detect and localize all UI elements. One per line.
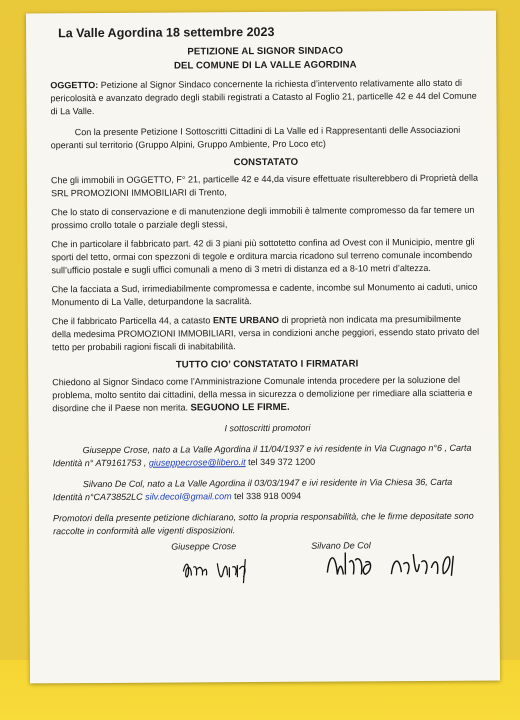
document-date: La Valle Agordina 18 settembre 2023	[58, 24, 275, 41]
constatato-paragraph-5	[52, 313, 482, 355]
promotore-2-email[interactable]: silv.decol@gmail.com	[145, 491, 232, 502]
para5-part-a: Che il fabbricato Particella 44, a catasto	[51, 315, 211, 327]
oggetto-label: OGGETTO:	[50, 80, 99, 91]
promotore-2-tel: tel 338 918 0094	[234, 490, 302, 502]
chiedono-text: Chiedono al Signor Sindaco come l’Amministrazione Comunale intenda procedere per la soluzione del problema, molto sentito dai cittadini, della messa in sicurezza o demolizione per rimediare alla sciatteria e disordine che il Paese non merita.	[52, 374, 473, 414]
constatato-paragraph-3: Che in particolare il fabbricato part. 42 di 3 piani più sottotetto confina ad Ovest con il Municipio, mentre gli sporti del tetto, ormai con spezzoni di tegole e orditura marcia ricadono sul terreno comunale incombendo sull’ufficio postale e sugli uffici comunali a meno di 3 metri di distanza ed a 8-10 metri d’altezza.	[51, 236, 475, 276]
promotore-2	[53, 476, 483, 505]
dichiarazione-paragraph: Promotori della presente petizione dichiarano, sotto la propria responsabilità, che le firme depositate sono raccolte in conformità alle vigenti disposizioni.	[53, 510, 474, 537]
promotore-1-tel: tel 349 372 1200	[248, 456, 316, 468]
oggetto-text: Petizione al Signor Sindaco concernente la richiesta d’intervento relativamente allo stato di pericolosità e avanzato degrado degli stabili registrati a Catasto al Foglio 21, particelle 42 e 44 del Comune di La Valle.	[50, 77, 477, 117]
chiedono-paragraph	[52, 374, 482, 416]
para5-ente-urbano: ENTE URBANO	[212, 314, 279, 326]
signature-1-drawing	[179, 553, 269, 586]
constatato-paragraph-2: Che lo stato di conservazione e di manutenzione degli immobili è talmente compromesso da far temere un prossimo crollo totale o parziale degli stessi,	[51, 204, 475, 231]
title-line-2: DEL COMUNE DI LA VALLE AGORDINA	[173, 59, 357, 72]
oggetto-paragraph	[50, 77, 480, 119]
constatato-paragraph-1: Che gli immobili in OGGETTO, F° 21, particelle 42 e 44,da visure effettuate risulterebbero di Proprietà della SRL PROMOZIONI IMMOBILIARI di Trento,	[50, 172, 478, 199]
signature-1-name: Giuseppe Crose	[171, 541, 237, 552]
title-line-1: PETIZIONE AL SIGNOR SINDACO	[187, 45, 344, 58]
promotore-1	[53, 442, 483, 471]
constatato-paragraph-4: Che la facciata a Sud, irrimediabilmente compromessa e cadente, incombe sul Monumento ai caduti, unico Monumento di La Valle, deturpandone la sacralità.	[51, 281, 478, 308]
seguono-le-firme: SEGUONO LE FIRME.	[190, 401, 290, 414]
firmatari-heading: TUTTO CIO’ CONSTATATO I FIRMATARI	[175, 358, 359, 371]
promotore-2-text: Silvano De Col, nato a La Valle Agordina il 03/03/1947 e ivi residente in Via Chiesa 36, Carta Identità n°CA73852LC	[52, 476, 453, 503]
promotori-heading: I sottoscritti promotori	[224, 422, 311, 434]
intro-paragraph: Con la presente Petizione I Sottoscritti Cittadini di La Valle ed i Rappresentanti delle Associazioni operanti sul territorio (Gruppo Alpini, Gruppo Ambiente, Pro Loco etc)	[50, 124, 461, 151]
signature-area	[53, 540, 483, 595]
constatato-heading: CONSTATATO	[233, 156, 299, 169]
signature-2-name: Silvano De Col	[311, 540, 371, 551]
signature-2-drawing	[321, 544, 491, 585]
petition-document	[26, 11, 500, 684]
promotore-1-text: Giuseppe Crose, nato a La Valle Agordina il 11/04/1937 e ivi residente in Via Cugnago n°6 , Carta Identità n° AT9161753 ,	[52, 442, 472, 469]
para5-part-c: di proprietà non indicata ma presumibilmente della medesima PROMOZIONI IMMOBILIARI, versa in condizioni anche peggiori, essendo stato privato del tetto per probabili ragioni fiscali di inabitabilità.	[51, 313, 480, 353]
promotore-1-email[interactable]: giuseppecrose@libero.it	[148, 457, 246, 468]
